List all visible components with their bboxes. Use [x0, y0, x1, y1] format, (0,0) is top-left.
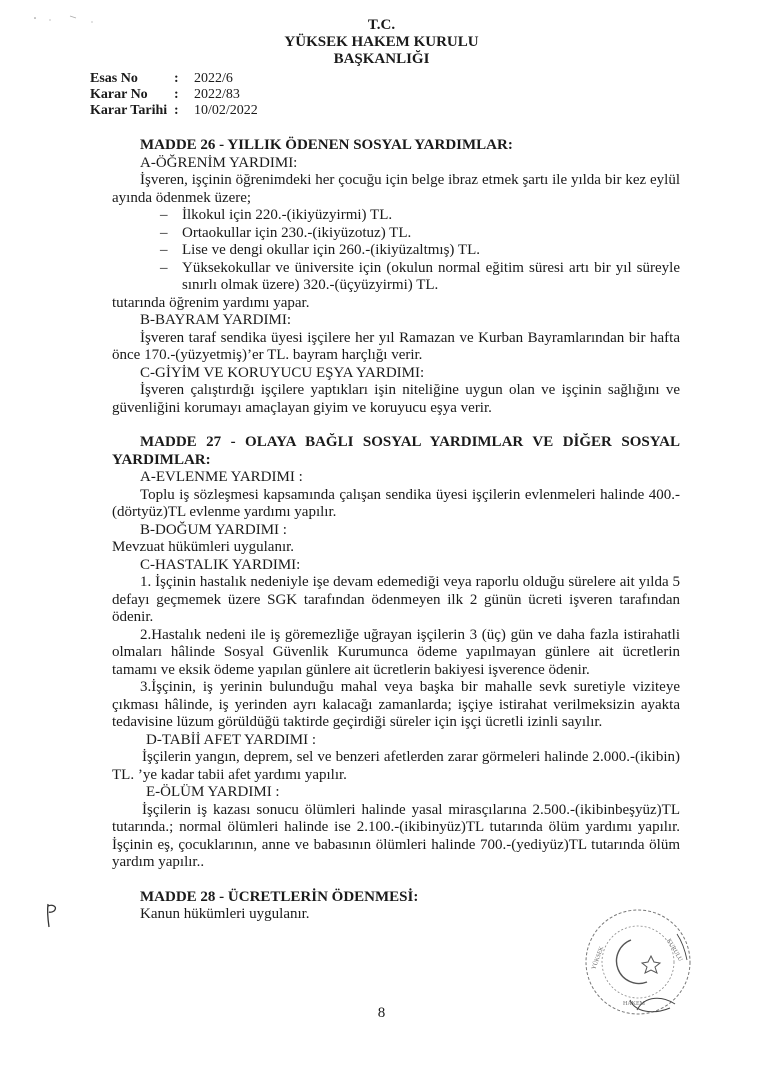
meta-label: Karar No: [90, 87, 148, 102]
meta-row-tarih: [90, 103, 258, 119]
header-line-tc: T.C.: [367, 17, 396, 33]
header-line-institution: YÜKSEK HAKEM KURULU: [284, 34, 479, 50]
article-27-d-title: D-TABİİ AFET YARDIMI :: [146, 731, 317, 748]
case-meta: [90, 71, 258, 119]
seal-text-right: KURULU: [665, 938, 683, 963]
seal-text-left: YÜKSEK: [591, 945, 606, 971]
article-27-c-p3: 3.İşçinin, iş yerinin bulunduğu mahal veya başka bir mahalle sevk suretiyle viziteye çıkması hâlinde, iş yerinden ayrı kalacağı zamanlarda; işçiye istirahat verilmeksizin ayakta tedavisine lüzum görüldüğü taktirde geçirdiği süreler için işçi ücretli izinli sayılır.: [112, 679, 680, 730]
article-27-c-title: C-HASTALIK YARDIMI:: [140, 556, 301, 573]
article-27-b-title: B-DOĞUM YARDIMI :: [140, 521, 287, 538]
meta-separator: :: [174, 71, 179, 86]
seal-text-bottom: HAKEM: [623, 1001, 645, 1007]
article-27-e-title: E-ÖLÜM YARDIMI :: [146, 784, 280, 800]
list-item: – Yüksekokullar ve üniversite için (okulun normal eğitim süresi artı bir yıl süreyle sınırlı olmak üzere) 320.-(üçyüzyirmi) TL.: [160, 260, 680, 295]
article-27-e-text: İşçilerin iş kazası sonucu ölümleri halinde yasal mirasçılarına 2.500.-(ikibinbeşyüz)TL tutarında.; normal ölümleri halinde ise 2.100.-(ikibinyüz)TL tutarında ölüm yardımı yapılır. İşçinin eş, çocuklarının, anne ve babasının ölümleri halinde 700.-(yediyüz)TL tutarında ölüm yardım yapılır..: [112, 801, 680, 870]
article-26-a-outro: tutarında öğrenim yardımı yapar.: [112, 294, 310, 311]
meta-row-karar: [90, 87, 258, 103]
article-27-title: MADDE 27 - OLAYA BAĞLI SOSYAL YARDIMLAR VE DİĞER SOSYAL YARDIMLAR:: [112, 434, 680, 468]
meta-separator: :: [174, 103, 179, 118]
list-item: – Ortaokullar için 230.-(ikiyüzotuz) TL.: [160, 225, 680, 243]
list-item: – Lise ve dengi okullar için 260.-(ikiyüzaltmış) TL.: [160, 242, 680, 260]
article-27-c-p1: 1. İşçinin hastalık nedeniyle işe devam edemediği veya raporlu olduğu sürelere ait yılda 5 defayı geçmemek üzere SGK tarafından ödenmeyen ilk 2 günün ücreti işveren tarafından ödenir.: [112, 574, 680, 625]
article-27-b-text: Mevzuat hükümleri uygulanır.: [112, 539, 295, 555]
document-header: [0, 17, 763, 68]
article-27-a-title: A-EVLENME YARDIMI :: [140, 469, 303, 485]
article-26-a-list: [112, 207, 680, 295]
meta-label: Karar Tarihi: [90, 103, 168, 118]
article-28-title: MADDE 28 - ÜCRETLERİN ÖDENMESİ:: [140, 888, 419, 905]
meta-row-esas: [90, 71, 258, 87]
meta-separator: :: [174, 87, 179, 102]
meta-label: Esas No: [90, 71, 138, 86]
meta-value: 2022/83: [194, 87, 240, 102]
handwritten-initial: [40, 900, 70, 930]
article-26-a-title: A-ÖĞRENİM YARDIMI:: [140, 154, 298, 171]
meta-value: 2022/6: [194, 71, 233, 86]
article-26-a-intro: İşveren, işçinin öğrenimdeki her çocuğu için belge ibraz etmek şartı ile yılda bir kez eylül ayında ödenmek üzere;: [112, 172, 680, 206]
document-body: [112, 137, 680, 924]
header-line-office: BAŞKANLIĞI: [333, 51, 430, 67]
article-26-b-title: B-BAYRAM YARDIMI:: [140, 312, 291, 328]
article-26-title: MADDE 26 - YILLIK ÖDENEN SOSYAL YARDIMLAR:: [140, 137, 513, 153]
article-28-text: Kanun hükümleri uygulanır.: [140, 906, 310, 922]
page-number: 8: [377, 1005, 386, 1021]
article-27-d-text: İşçilerin yangın, deprem, sel ve benzeri afetlerden zarar görmeleri halinde 2.000.-(ikibin) TL. ’ye kadar tabii afet yardımı yapılır.: [112, 749, 680, 783]
article-26-b-text: İşveren taraf sendika üyesi işçilere her yıl Ramazan ve Kurban Bayramlarından bir hafta önce 170.-(yüzyetmiş)’er TL. bayram harçlığı verir.: [112, 329, 680, 363]
list-item: – İlkokul için 220.-(ikiyüzyirmi) TL.: [160, 207, 680, 225]
meta-value: 10/02/2022: [194, 103, 258, 118]
article-26-c-text: İşveren çalıştırdığı işçilere yaptıkları işin niteliğine uygun olan ve işçinin sağlığını ve güvenliğini korumayı amaçlayan giyim ve koruyucu eşya verir.: [112, 382, 680, 416]
article-27-c-p2: 2.Hastalık nedeni ile iş göremezliğe uğrayan işçilerin 3 (üç) gün ve daha fazla istirahatli olmaları hâlinde Sosyal Güvenlik Kurumunca ödeme yapılmayan günlere ait ücretlerin tamamı ve eksik ödeme yapılan günlere ait ücretlerin bakiyesi işverence ödenir.: [112, 626, 680, 678]
article-27-a-text: Toplu iş sözleşmesi kapsamında çalışan sendika üyesi işçilerin evlenmeleri halinde 400.-(dörtyüz)TL evlenme yardımı yapılır.: [112, 486, 680, 520]
article-26-c-title: C-GİYİM VE KORUYUCU EŞYA YARDIMI:: [140, 364, 425, 381]
